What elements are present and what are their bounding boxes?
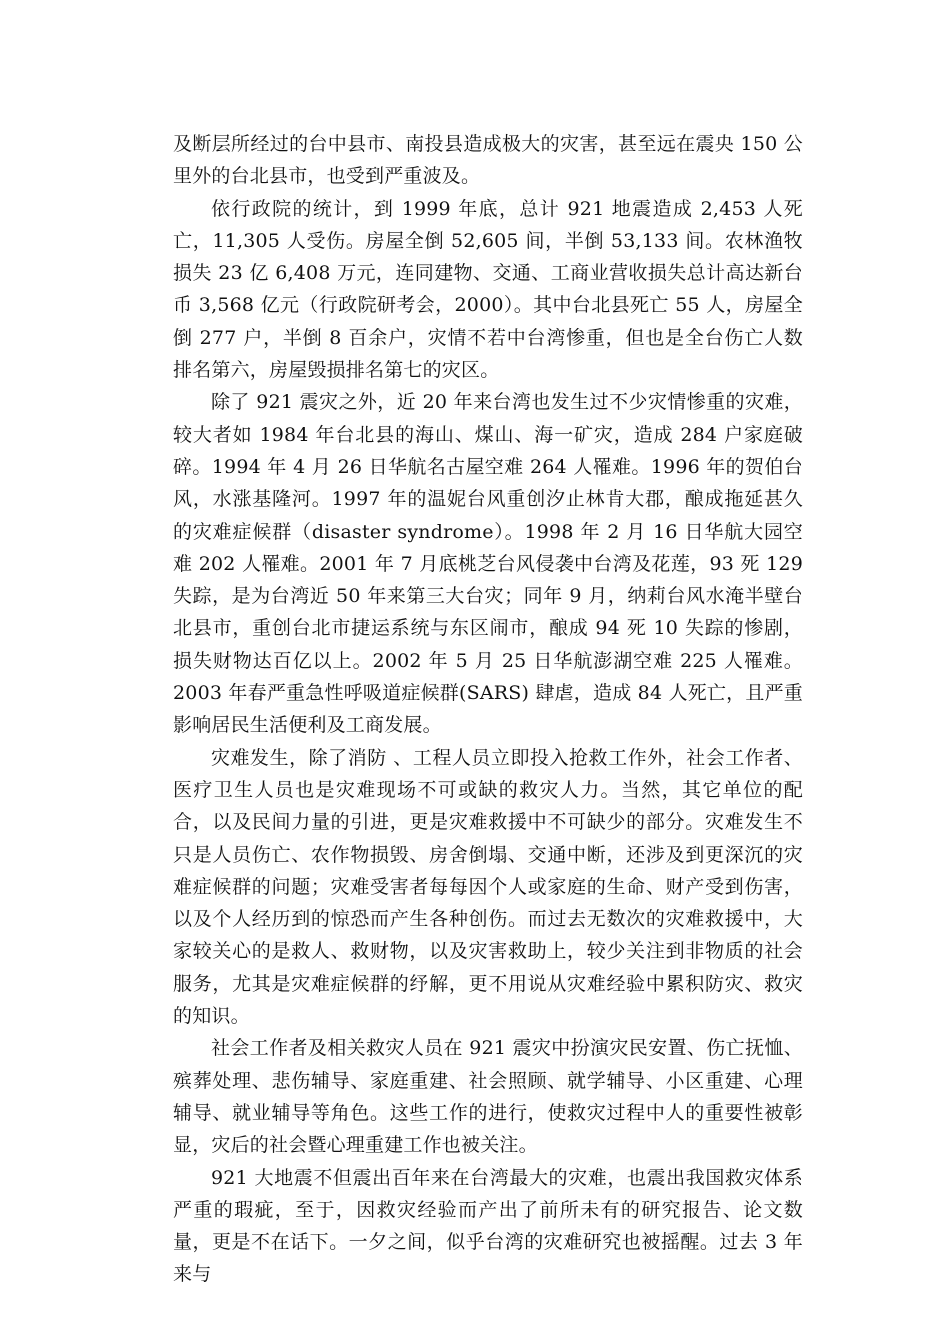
paragraph-1: 及断层所经过的台中县市、南投县造成极大的灾害，甚至远在震央 150 公里外的台北县市，也受到严重波及。 xyxy=(173,133,803,188)
paragraph-6: 921 大地震不但震出百年来在台湾最大的灾难，也震出我国救灾体系严重的瑕疵，至于，因救灾经验而产出了前所未有的研究报告、论文数量，更是不在话下。一夕之间，似乎台湾的灾难研究也被摇醒。过去 3 年来与 xyxy=(173,1166,803,1286)
paragraph-3: 除了 921 震灾之外，近 20 年来台湾也发生过不少灾情惨重的灾难，较大者如 1984 年台北县的海山、煤山、海一矿灾，造成 284 户家庭破碎。1994 年 4 月 26 日华航名古屋空难 264 人罹难。1996 年的贺伯台风，水涨基隆河。1997 年的温妮台风重创汐止林肯大郡，酿成拖延甚久的灾难症候群（disaster syndrome）。1998 年 2 月 16 日华航大园空难 202 人罹难。2001 年 7 月底桃芝台风侵袭中台湾及花莲，93 死 129 失踪，是为台湾近 50 年来第三大台灾；同年 9 月，纳莉台风水淹半壁台北县市，重创台北市捷运系统与东区闹市，酿成 94 死 10 失踪的惨剧，损失财物达百亿以上。2002 年 5 月 25 日华航澎湖空难 225 人罹难。2003 年春严重急性呼吸道症候群(SARS) 肆虐，造成 84 人死亡，且严重影响居民生活便利及工商发展。 xyxy=(173,391,803,737)
document-body xyxy=(173,128,803,1291)
paragraph-2: 依行政院的统计，到 1999 年底，总计 921 地震造成 2,453 人死亡，11,305 人受伤。房屋全倒 52,605 间，半倒 53,133 间。农林渔牧损失 23 亿 6,408 万元，连同建物、交通、工商业营收损失总计高达新台币 3,568 亿元（行政院研考会，2000）。其中台北县死亡 55 人，房屋全倒 277 户，半倒 8 百余户，灾情不若中台湾惨重，但也是全台伤亡人数排名第六，房屋毁损排名第七的灾区。 xyxy=(173,197,803,382)
paragraph-4: 灾难发生，除了消防 、工程人员立即投入抢救工作外，社会工作者、医疗卫生人员也是灾难现场不可或缺的救灾人力。当然，其它单位的配合，以及民间力量的引进，更是灾难救援中不可缺少的部分。灾难发生不只是人员伤亡、农作物损毁、房舍倒塌、交通中断，还涉及到更深沉的灾难症候群的问题；灾难受害者每每因个人或家庭的生命、财产受到伤害，以及个人经历到的惊恐而产生各种创伤。而过去无数次的灾难救援中，大家较关心的是救人、救财物，以及灾害救助上，较少关注到非物质的社会服务，尤其是灾难症候群的纾解，更不用说从灾难经验中累积防灾、救灾的知识。 xyxy=(173,746,803,1028)
paragraph-5: 社会工作者及相关救灾人员在 921 震灾中扮演灾民安置、伤亡抚恤、殡葬处理、悲伤辅导、家庭重建、社会照顾、就学辅导、小区重建、心理辅导、就业辅导等角色。这些工作的进行，使救灾过程中人的重要性被彰显，灾后的社会暨心理重建工作也被关注。 xyxy=(173,1037,803,1157)
